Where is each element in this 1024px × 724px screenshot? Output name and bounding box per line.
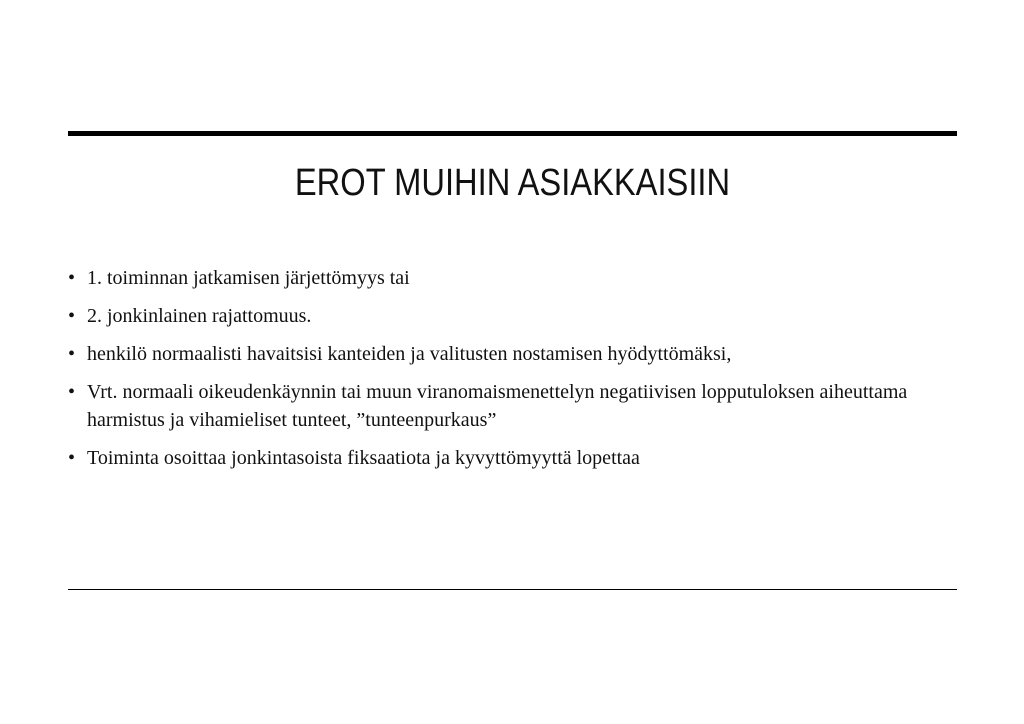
list-item <box>68 302 948 330</box>
bullet-text: Toiminta osoittaa jonkintasoista fiksaatiota ja kyvyttömyyttä lopettaa <box>87 447 640 469</box>
slide-title: EROT MUIHIN ASIAKKAISIIN <box>294 162 731 204</box>
bullet-icon: • <box>68 381 76 403</box>
bullet-icon: • <box>68 447 76 469</box>
bullet-text: Vrt. normaali oikeudenkäynnin tai muun viranomaismenettelyn negatiivisen lopputuloksen aiheuttama harmistus ja vihamieliset tunteet, ”tunteenpurkaus” <box>87 381 908 431</box>
bullet-icon: • <box>68 267 76 289</box>
bullet-text: henkilö normaalisti havaitsisi kanteiden ja valitusten nostamisen hyödyttömäksi, <box>87 343 732 365</box>
bullet-icon: • <box>68 305 76 327</box>
bullet-text: 2. jonkinlainen rajattomuus. <box>87 305 312 327</box>
bullet-list <box>68 264 948 482</box>
bullet-icon: • <box>68 343 76 365</box>
list-item <box>68 444 948 472</box>
list-item <box>68 378 948 434</box>
list-item <box>68 340 948 368</box>
top-divider <box>68 131 957 136</box>
bullet-text: 1. toiminnan jatkamisen järjettömyys tai <box>87 267 410 289</box>
bottom-divider <box>68 589 957 590</box>
list-item <box>68 264 948 292</box>
